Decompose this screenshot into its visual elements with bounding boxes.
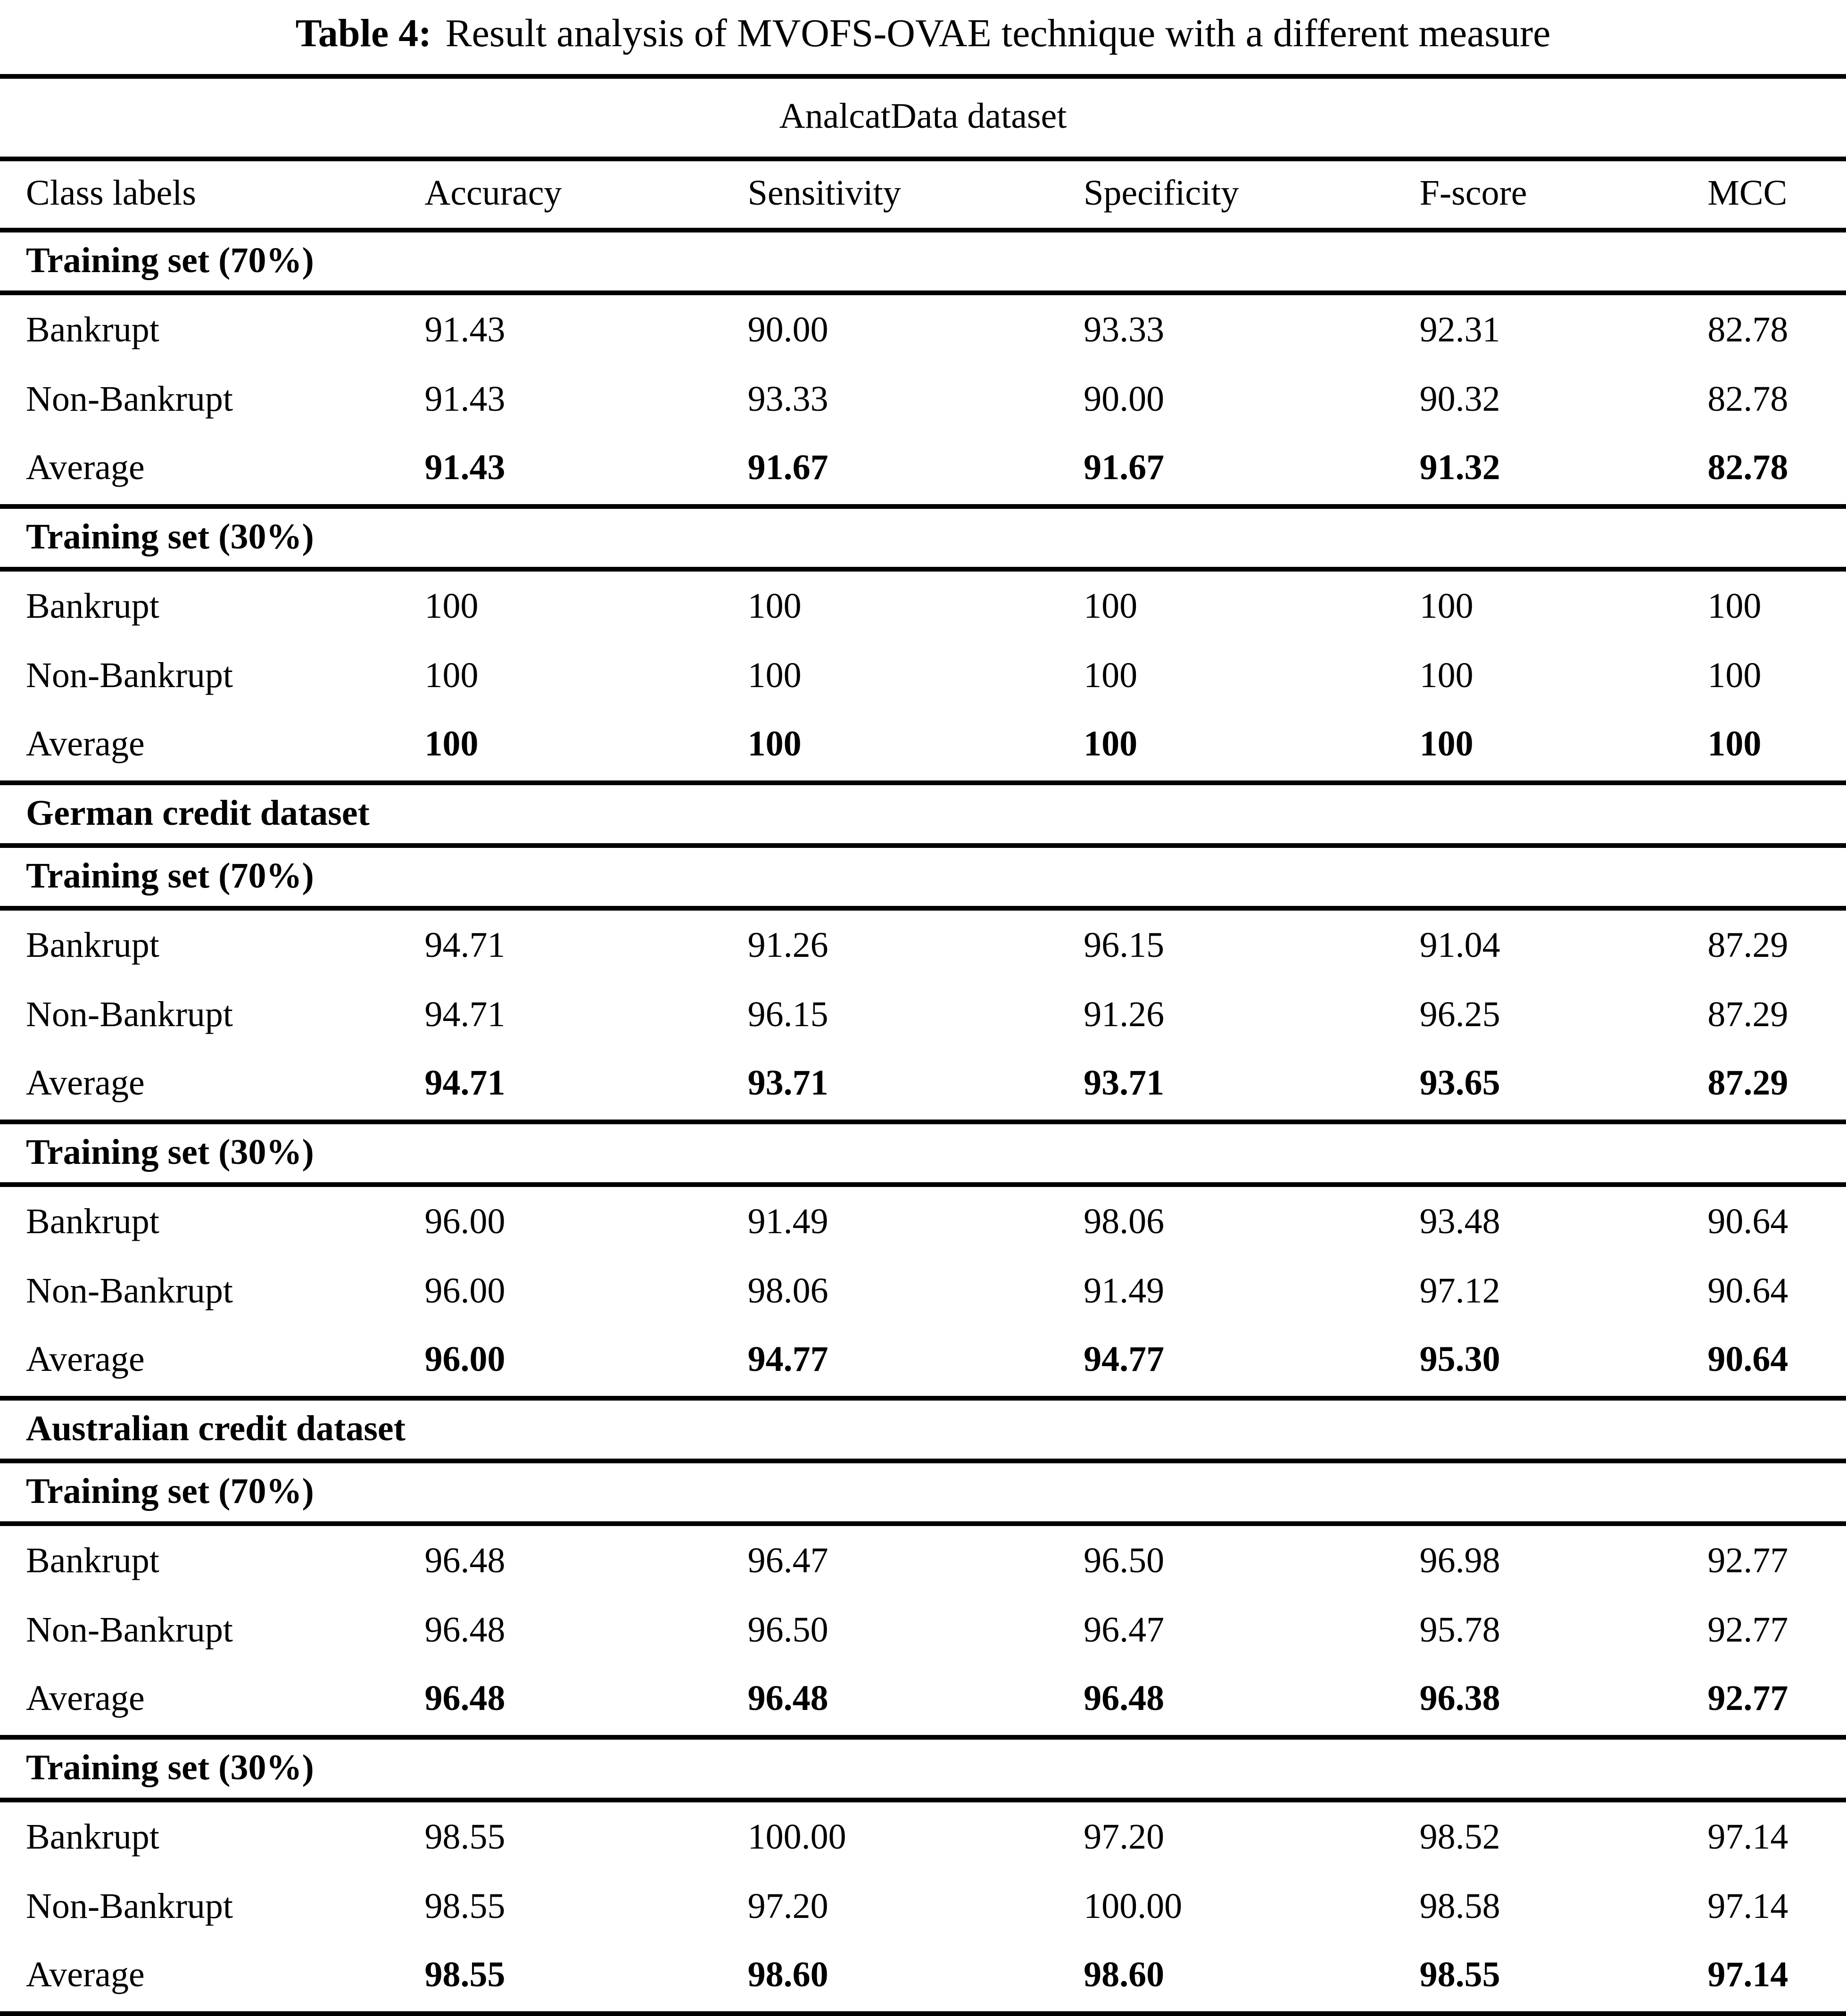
value-cell: 93.71 — [1084, 1049, 1420, 1122]
value-cell: 96.25 — [1419, 995, 1500, 1034]
value-cell: 100 — [748, 710, 1084, 783]
table-caption-number: Table 4: — [295, 11, 432, 55]
value-cell: 96.00 — [424, 1326, 747, 1398]
value-cell: 100 — [1084, 710, 1420, 783]
row-label-cell: Non-Bankrupt — [26, 1886, 233, 1926]
value-cell: 87.29 — [1707, 925, 1788, 965]
table-row-dataset — [0, 1398, 1846, 1461]
table-row-data — [0, 1185, 1846, 1256]
table-row-data — [0, 1256, 1846, 1326]
table-row-spanning-header — [0, 76, 1846, 159]
value-cell: 91.26 — [747, 925, 828, 965]
value-cell: 91.67 — [748, 434, 1084, 506]
value-cell: 97.20 — [747, 1886, 828, 1926]
value-cell: 96.48 — [424, 1541, 505, 1580]
value-cell: 82.78 — [1707, 379, 1788, 419]
table-row-average — [0, 1665, 1846, 1737]
table-row-average — [0, 1941, 1846, 2014]
value-cell: 96.50 — [747, 1610, 828, 1650]
table-row-data — [0, 1524, 1846, 1595]
value-cell: 97.20 — [1084, 1817, 1165, 1857]
value-cell: 96.00 — [424, 1202, 505, 1241]
value-cell: 100 — [1419, 655, 1473, 695]
value-cell: 91.67 — [1084, 434, 1420, 506]
value-cell: 100 — [1707, 586, 1762, 626]
table-row-section — [0, 1737, 1846, 1800]
section-label-cell: Training set (30%) — [0, 1122, 1846, 1185]
table-row-data — [0, 293, 1846, 365]
table-caption-text: Result analysis of MVOFS-OVAE technique with a different measure — [445, 11, 1551, 55]
value-cell: 91.32 — [1420, 434, 1708, 506]
value-cell: 90.64 — [1707, 1202, 1788, 1241]
column-header-cell: F-score — [1420, 159, 1708, 230]
table-row-average — [0, 1326, 1846, 1398]
value-cell: 97.12 — [1419, 1271, 1500, 1311]
table-row-dataset — [0, 783, 1846, 846]
value-cell: 90.00 — [747, 310, 828, 349]
value-cell: 91.43 — [424, 434, 747, 506]
table-row-data — [0, 569, 1846, 641]
value-cell: 82.78 — [1707, 434, 1846, 506]
table-row-data — [0, 980, 1846, 1049]
value-cell: 87.29 — [1707, 1049, 1846, 1122]
section-label-cell: Training set (30%) — [0, 1737, 1846, 1800]
table-row-data — [0, 1595, 1846, 1665]
row-label-cell: Average — [0, 1326, 424, 1398]
value-cell: 98.06 — [747, 1271, 828, 1311]
column-header-cell: Sensitivity — [748, 159, 1084, 230]
value-cell: 98.52 — [1419, 1817, 1500, 1857]
value-cell: 96.48 — [1084, 1665, 1420, 1737]
row-label-cell: Non-Bankrupt — [26, 995, 233, 1034]
value-cell: 94.71 — [424, 925, 505, 965]
value-cell: 96.50 — [1084, 1541, 1165, 1580]
row-label-cell: Non-Bankrupt — [26, 655, 233, 695]
table-row-data — [0, 641, 1846, 710]
row-label-cell: Average — [0, 1941, 424, 2014]
value-cell: 96.48 — [424, 1610, 505, 1650]
results-table-body — [0, 76, 1846, 2014]
row-label-cell: Non-Bankrupt — [26, 1610, 233, 1650]
table-row-section — [0, 230, 1846, 293]
column-header-cell: Class labels — [0, 159, 424, 230]
row-label-cell: Average — [0, 1049, 424, 1122]
column-header-cell: Specificity — [1084, 159, 1420, 230]
value-cell: 100.00 — [1084, 1886, 1183, 1926]
value-cell: 100 — [1084, 655, 1138, 695]
value-cell: 90.64 — [1707, 1326, 1846, 1398]
value-cell: 91.49 — [747, 1202, 828, 1241]
value-cell: 96.47 — [1084, 1610, 1165, 1650]
value-cell: 97.14 — [1707, 1817, 1788, 1857]
spanning-header-cell: AnalcatData dataset — [0, 76, 1846, 159]
section-label-cell: Training set (70%) — [0, 846, 1846, 908]
table-row-section — [0, 1461, 1846, 1524]
dataset-label-cell: Australian credit dataset — [0, 1398, 1846, 1461]
table-row-average — [0, 1049, 1846, 1122]
value-cell: 96.15 — [1084, 925, 1165, 965]
value-cell: 82.78 — [1707, 310, 1788, 349]
value-cell: 96.48 — [424, 1665, 747, 1737]
column-header-cell: MCC — [1707, 159, 1846, 230]
value-cell: 91.49 — [1084, 1271, 1165, 1311]
value-cell: 98.60 — [1084, 1941, 1420, 2014]
value-cell: 96.38 — [1420, 1665, 1708, 1737]
value-cell: 94.71 — [424, 1049, 747, 1122]
value-cell: 100 — [424, 655, 479, 695]
value-cell: 92.77 — [1707, 1610, 1788, 1650]
value-cell: 94.77 — [748, 1326, 1084, 1398]
value-cell: 90.00 — [1084, 379, 1165, 419]
value-cell: 94.71 — [424, 995, 505, 1034]
value-cell: 100.00 — [747, 1817, 846, 1857]
value-cell: 100 — [1420, 710, 1708, 783]
value-cell: 100 — [1419, 586, 1473, 626]
value-cell: 87.29 — [1707, 995, 1788, 1034]
row-label-cell: Average — [0, 1665, 424, 1737]
value-cell: 97.14 — [1707, 1886, 1788, 1926]
row-label-cell: Bankrupt — [26, 925, 159, 965]
row-label-cell: Average — [0, 434, 424, 506]
row-label-cell: Average — [0, 710, 424, 783]
value-cell: 91.26 — [1084, 995, 1165, 1034]
value-cell: 91.43 — [424, 379, 505, 419]
row-label-cell: Bankrupt — [26, 1541, 159, 1580]
value-cell: 93.48 — [1419, 1202, 1500, 1241]
row-label-cell: Bankrupt — [26, 1202, 159, 1241]
section-label-cell: Training set (70%) — [0, 1461, 1846, 1524]
value-cell: 98.06 — [1084, 1202, 1165, 1241]
value-cell: 100 — [1084, 586, 1138, 626]
value-cell: 98.58 — [1419, 1886, 1500, 1926]
value-cell: 98.55 — [424, 1941, 747, 2014]
value-cell: 93.33 — [747, 379, 828, 419]
results-table — [0, 74, 1846, 2016]
column-header-cell: Accuracy — [424, 159, 747, 230]
value-cell: 93.71 — [748, 1049, 1084, 1122]
value-cell: 96.15 — [747, 995, 828, 1034]
value-cell: 98.55 — [424, 1886, 505, 1926]
value-cell: 98.55 — [424, 1817, 505, 1857]
value-cell: 96.47 — [747, 1541, 828, 1580]
value-cell: 94.77 — [1084, 1326, 1420, 1398]
value-cell: 100 — [747, 655, 802, 695]
table-row-data — [0, 365, 1846, 434]
value-cell: 100 — [424, 586, 479, 626]
row-label-cell: Bankrupt — [26, 1817, 159, 1857]
value-cell: 92.31 — [1419, 310, 1500, 349]
row-label-cell: Non-Bankrupt — [26, 1271, 233, 1311]
value-cell: 96.98 — [1419, 1541, 1500, 1580]
value-cell: 98.55 — [1420, 1941, 1708, 2014]
value-cell: 93.33 — [1084, 310, 1165, 349]
table-row-average — [0, 710, 1846, 783]
row-label-cell: Bankrupt — [26, 310, 159, 349]
value-cell: 92.77 — [1707, 1541, 1788, 1580]
value-cell: 96.00 — [424, 1271, 505, 1311]
value-cell: 100 — [747, 586, 802, 626]
table-row-section — [0, 846, 1846, 908]
value-cell: 92.77 — [1707, 1665, 1846, 1737]
value-cell: 95.78 — [1419, 1610, 1500, 1650]
row-label-cell: Non-Bankrupt — [26, 379, 233, 419]
dataset-label-cell: German credit dataset — [0, 783, 1846, 846]
table-row-data — [0, 1800, 1846, 1872]
table-header-row — [0, 159, 1846, 230]
table-row-section — [0, 506, 1846, 569]
value-cell: 95.30 — [1420, 1326, 1708, 1398]
table-row-data — [0, 908, 1846, 980]
table-caption — [0, 0, 1846, 74]
value-cell: 98.60 — [748, 1941, 1084, 2014]
table-row-average — [0, 434, 1846, 506]
table-row-section — [0, 1122, 1846, 1185]
value-cell: 96.48 — [748, 1665, 1084, 1737]
section-label-cell: Training set (30%) — [0, 506, 1846, 569]
value-cell: 91.43 — [424, 310, 505, 349]
table-row-data — [0, 1872, 1846, 1941]
value-cell: 97.14 — [1707, 1941, 1846, 2014]
value-cell: 90.32 — [1419, 379, 1500, 419]
value-cell: 100 — [424, 710, 747, 783]
value-cell: 90.64 — [1707, 1271, 1788, 1311]
value-cell: 91.04 — [1419, 925, 1500, 965]
value-cell: 100 — [1707, 710, 1846, 783]
row-label-cell: Bankrupt — [26, 586, 159, 626]
section-label-cell: Training set (70%) — [0, 230, 1846, 293]
value-cell: 93.65 — [1420, 1049, 1708, 1122]
value-cell: 100 — [1707, 655, 1762, 695]
